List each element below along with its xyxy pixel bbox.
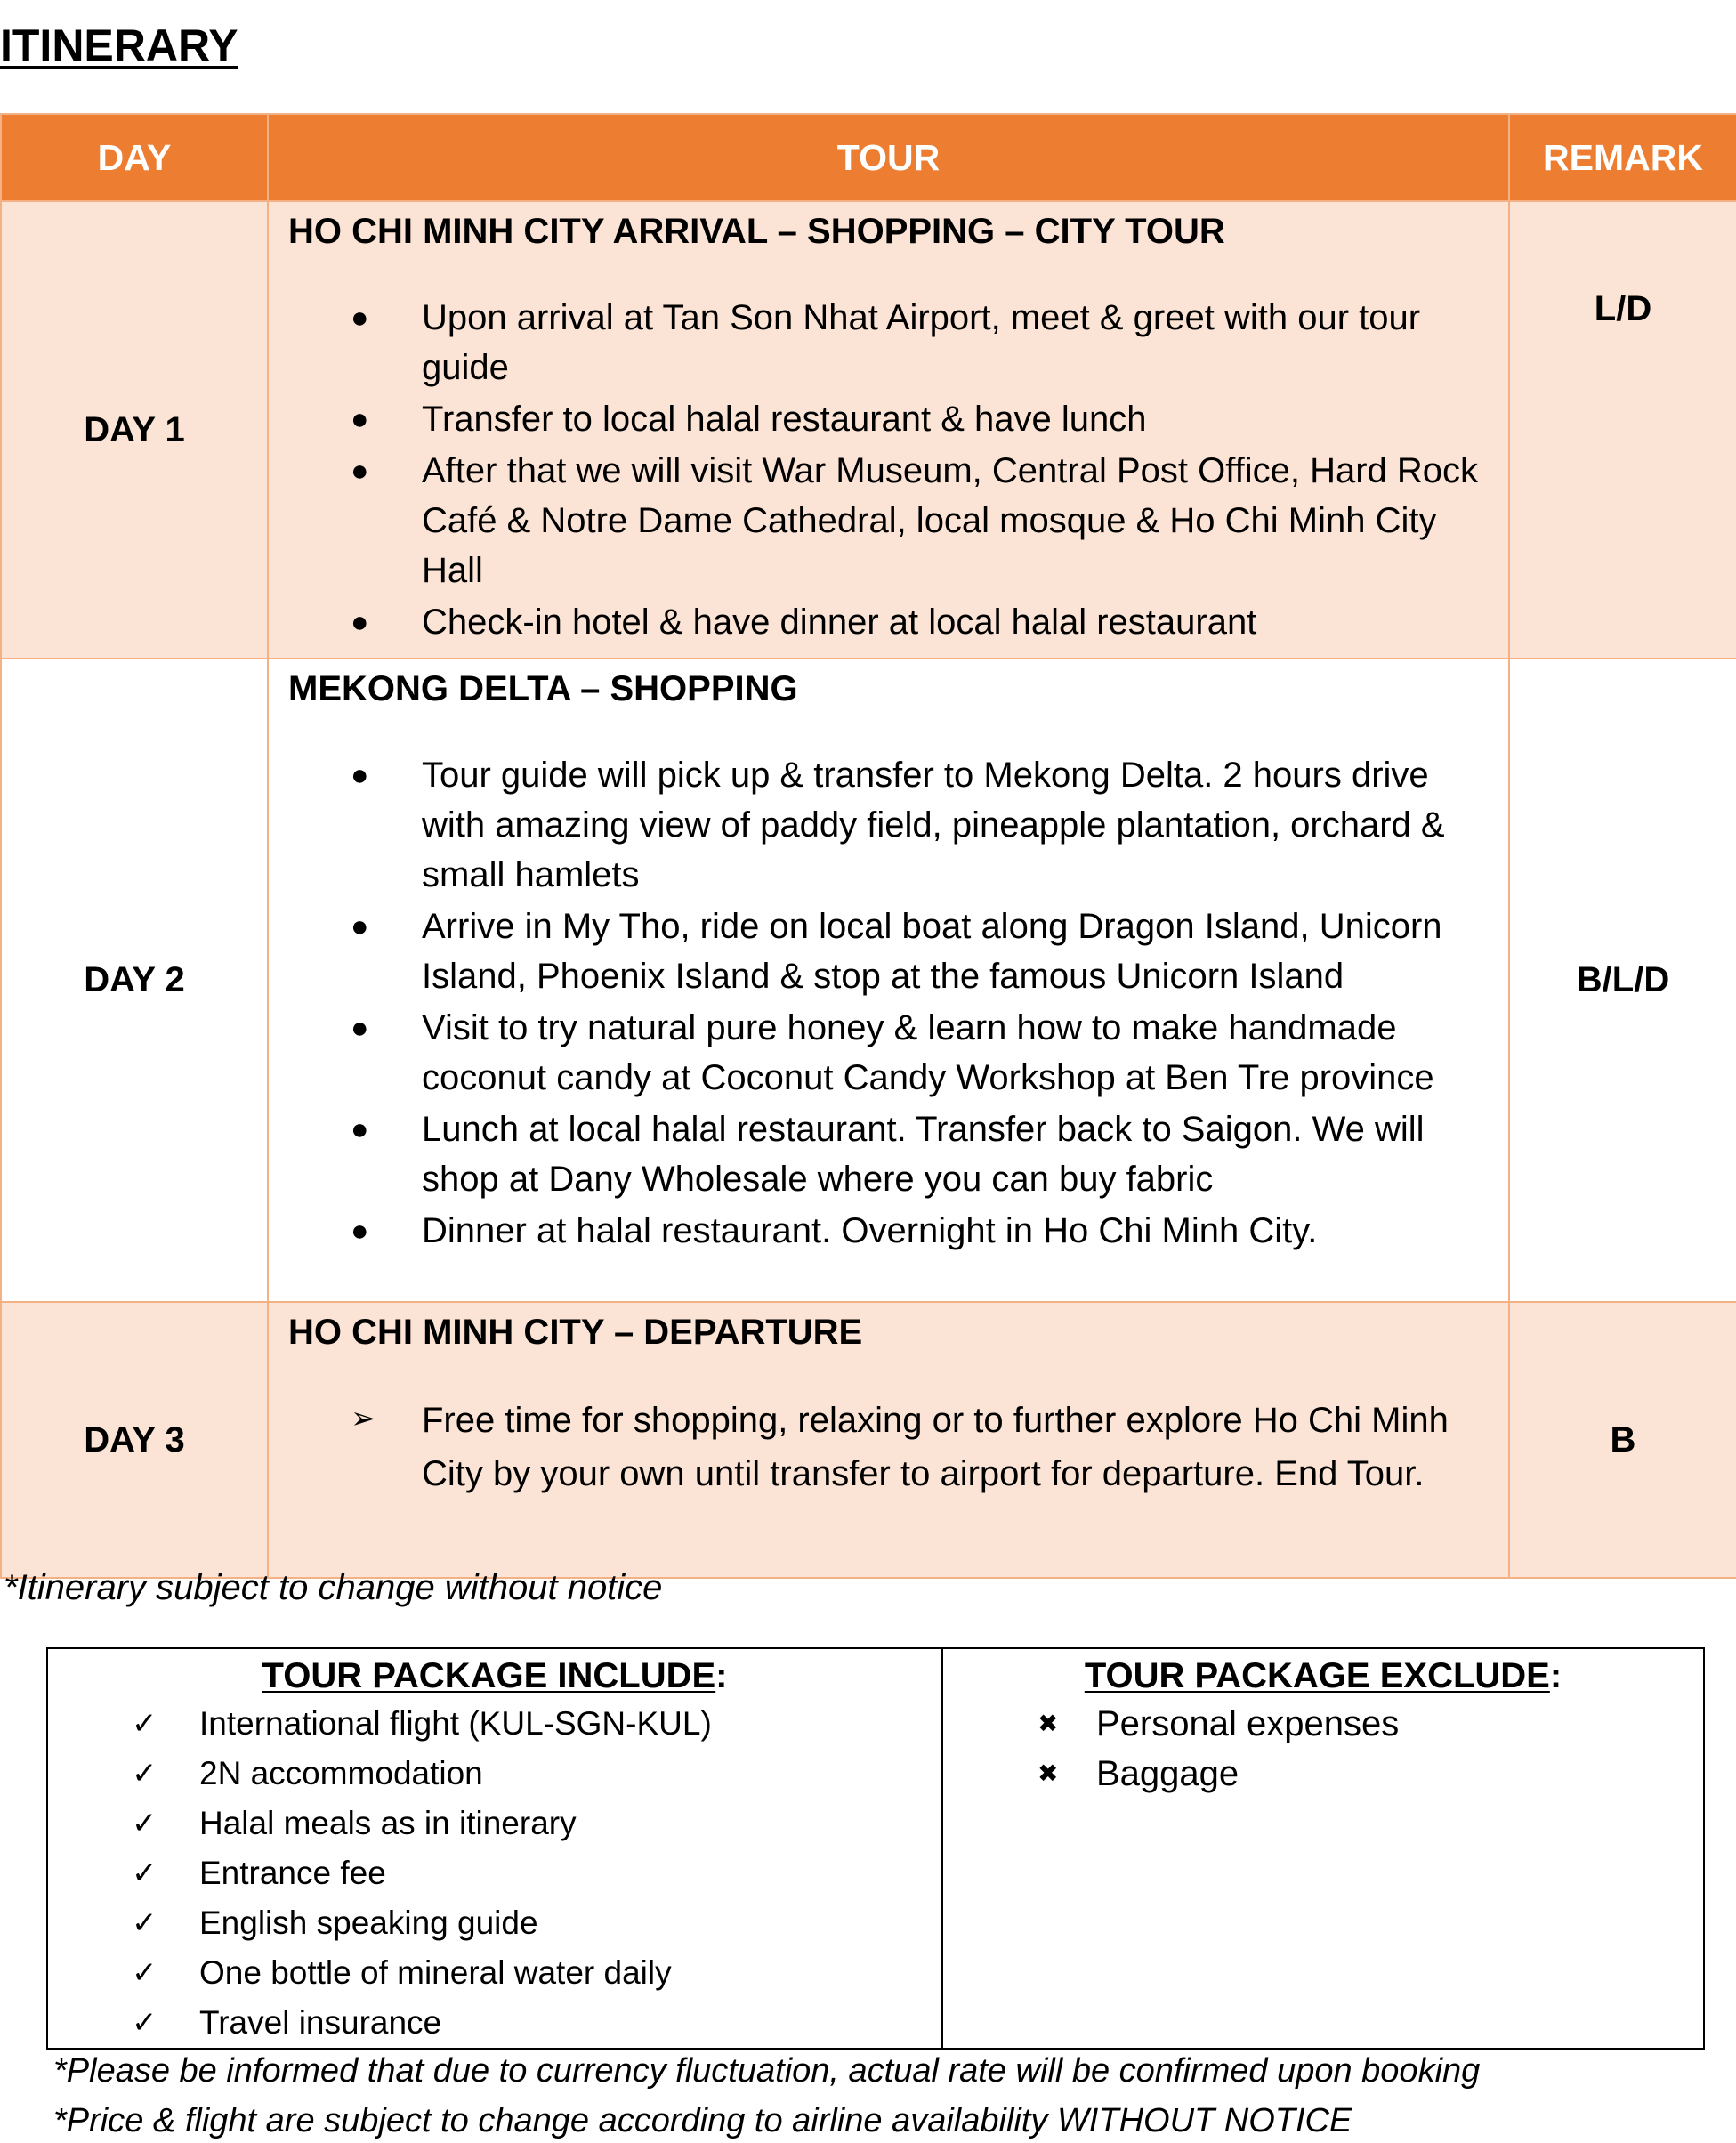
package-exclude-cell [942, 1648, 1704, 2049]
check-icon: ✓ [132, 2006, 157, 2040]
list-item: ✓ Halal meals as in itinerary [48, 1799, 941, 1848]
tour-cell [268, 659, 1509, 1302]
cross-icon: ✖ [1038, 1710, 1059, 1737]
package-table [46, 1647, 1705, 2050]
tour-cell [268, 201, 1509, 659]
cross-icon: ✖ [1038, 1759, 1059, 1787]
list-item: ● Lunch at local halal restaurant. Transfer back to Saigon. We will shop at Dany Wholesale where you can buy fabric [288, 1104, 1490, 1204]
header-tour: TOUR [268, 114, 1509, 201]
bullet-icon: ● [351, 758, 369, 792]
list-item: ✓ 2N accommodation [48, 1749, 941, 1799]
tour-item-list [288, 750, 1490, 1256]
bullet-icon: ● [351, 1214, 369, 1248]
include-heading: TOUR PACKAGE INCLUDE: [262, 1656, 728, 1695]
footnote-price: *Price & flight are subject to change according to airline availability WITHOUT NOTICE [53, 2102, 1352, 2139]
itinerary-row-day1 [1, 201, 1736, 659]
tour-cell [268, 1302, 1509, 1578]
list-item: ✓ Entrance fee [48, 1848, 941, 1898]
remark-label: B [1509, 1302, 1736, 1578]
page-title: ITINERARY [0, 20, 238, 70]
package-include-cell [47, 1648, 942, 2049]
bullet-icon: ● [351, 910, 369, 943]
bullet-icon: ● [351, 454, 369, 488]
bullet-icon: ● [351, 1112, 369, 1146]
list-item: ✓ One bottle of mineral water daily [48, 1948, 941, 1998]
check-icon: ✓ [132, 1856, 157, 1890]
bullet-icon: ● [351, 605, 369, 639]
check-icon: ✓ [132, 1707, 157, 1741]
check-icon: ✓ [132, 1757, 157, 1791]
list-item: ● Transfer to local halal restaurant & have lunch [288, 394, 1490, 444]
arrow-bullet-icon: ➢ [351, 1402, 376, 1435]
list-item: ➢ Free time for shopping, relaxing or to further explore Ho Chi Minh City by your own until transfer to airport for departure. End Tour. [288, 1394, 1490, 1500]
remark-label: L/D [1509, 201, 1736, 659]
itinerary-header-row [1, 114, 1736, 201]
tour-title: HO CHI MINH CITY – DEPARTURE [288, 1313, 863, 1352]
bullet-icon: ● [351, 402, 369, 436]
itinerary-row-day3 [1, 1302, 1736, 1578]
list-item: ● Upon arrival at Tan Son Nhat Airport, meet & greet with our tour guide [288, 293, 1490, 392]
list-item: ✖ Baggage [943, 1749, 1703, 1799]
tour-item-list [288, 293, 1490, 647]
tour-title: HO CHI MINH CITY ARRIVAL – SHOPPING – CITY TOUR [288, 212, 1225, 251]
bullet-icon: ● [351, 301, 369, 335]
list-item: ✓ Travel insurance [48, 1998, 941, 2048]
list-item: ● Visit to try natural pure honey & learn how to make handmade coconut candy at Coconut Candy Workshop at Ben Tre province [288, 1003, 1490, 1103]
exclude-heading: TOUR PACKAGE EXCLUDE: [1084, 1656, 1562, 1695]
day-label: DAY 1 [1, 201, 268, 659]
day-label: DAY 2 [1, 659, 268, 1302]
bullet-icon: ● [351, 1011, 369, 1045]
tour-item-list [288, 1394, 1490, 1500]
exclude-list [943, 1699, 1703, 1799]
header-remark: REMARK [1509, 114, 1736, 201]
header-day: DAY [1, 114, 268, 201]
list-item: ● Dinner at halal restaurant. Overnight in Ho Chi Minh City. [288, 1206, 1490, 1256]
list-item: ✓ English speaking guide [48, 1898, 941, 1948]
itinerary-note: *Itinerary subject to change without notice [4, 1568, 663, 1607]
list-item: ✓ International flight (KUL-SGN-KUL) [48, 1699, 941, 1749]
list-item: ● Arrive in My Tho, ride on local boat along Dragon Island, Unicorn Island, Phoenix Island & stop at the famous Unicorn Island [288, 902, 1490, 1001]
tour-title: MEKONG DELTA – SHOPPING [288, 669, 798, 708]
check-icon: ✓ [132, 1807, 157, 1840]
list-item: ● Tour guide will pick up & transfer to Mekong Delta. 2 hours drive with amazing view of paddy field, pineapple plantation, orchard & small hamlets [288, 750, 1490, 900]
list-item: ✖ Personal expenses [943, 1699, 1703, 1749]
day-label: DAY 3 [1, 1302, 268, 1578]
itinerary-row-day2 [1, 659, 1736, 1302]
check-icon: ✓ [132, 1906, 157, 1940]
footnote-currency: *Please be informed that due to currency fluctuation, actual rate will be confirmed upon booking [53, 2052, 1481, 2090]
list-item: ● Check-in hotel & have dinner at local halal restaurant [288, 597, 1490, 647]
include-list [48, 1699, 941, 2048]
list-item: ● After that we will visit War Museum, Central Post Office, Hard Rock Café & Notre Dame Cathedral, local mosque & Ho Chi Minh City Hall [288, 446, 1490, 595]
check-icon: ✓ [132, 1956, 157, 1990]
remark-label: B/L/D [1509, 659, 1736, 1302]
itinerary-table [0, 113, 1736, 1579]
